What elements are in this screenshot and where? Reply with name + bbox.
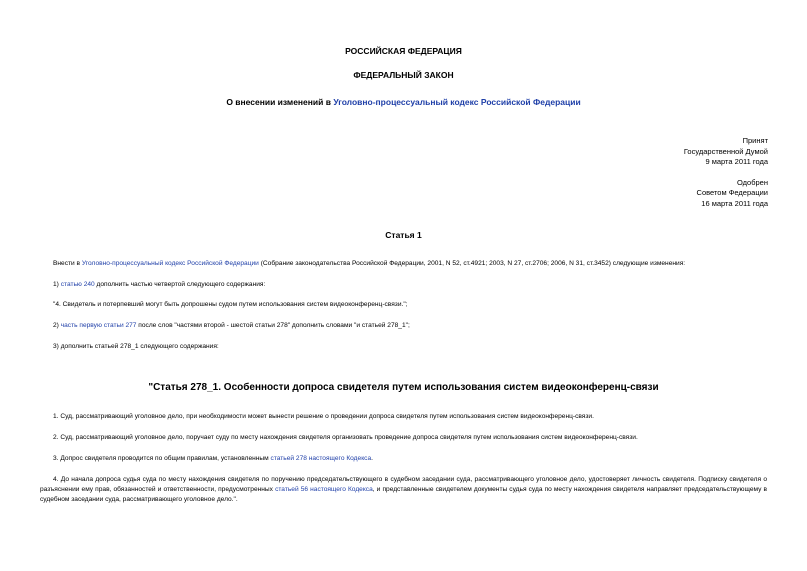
article-240-link[interactable]: статью 240 bbox=[60, 281, 95, 288]
item-2-number: 2) bbox=[53, 322, 61, 329]
law-title bbox=[0, 97, 807, 107]
paragraph-3-suffix: . bbox=[371, 455, 373, 462]
article-56-link[interactable]: статьей 56 настоящего Кодекса bbox=[275, 486, 373, 493]
article-intro bbox=[53, 260, 685, 267]
law-type-heading: ФЕДЕРАЛЬНЫЙ ЗАКОН bbox=[353, 70, 454, 80]
accepted-date: 9 марта 2011 года bbox=[705, 157, 768, 166]
item-1 bbox=[53, 281, 265, 288]
code-link[interactable]: Уголовно-процессуальный кодекс Российской Федерации bbox=[333, 97, 581, 107]
paragraph-3-prefix: 3. Допрос свидетеля проводится по общим правилам, установленным bbox=[53, 455, 271, 462]
item-2-text: после слов "частями второй - шестой статьи 278" дополнить словами "и статьей 278_1"; bbox=[136, 322, 410, 329]
paragraph-4-part1: 4. До начала допроса судья суда по месту нахождения свидетеля по поручению председательствующего в судебном заседании суда, рассматривающего уголовное дело, удостоверяет личность свидетеля. Подписку свидетеля о разъяснении ему прав, обязанностей и ответственности, предусмотренных bbox=[40, 476, 767, 493]
paragraph-3 bbox=[53, 455, 373, 462]
article-heading: Статья 1 bbox=[385, 230, 422, 240]
paragraph-2: 2. Суд, рассматривающий уголовное дело, поручает суду по месту нахождения свидетеля организовать проведение допроса свидетеля путем использования систем видеоконференц-связи. bbox=[53, 434, 638, 441]
law-title-prefix: О внесении изменений в bbox=[226, 97, 334, 107]
intro-suffix: (Собрание законодательства Российской Федерации, 2001, N 52, ст.4921; 2003, N 27, ст.2706; 2006, N 31, ст.3452) следующие изменения: bbox=[258, 260, 686, 267]
accepted-by: Государственной Думой bbox=[683, 146, 768, 156]
approved-by: Советом Федерации bbox=[696, 188, 768, 197]
new-article-title: "Статья 278_1. Особенности допроса свидетеля путем использования систем видеоконференц-связи bbox=[148, 382, 659, 393]
paragraph-4 bbox=[40, 475, 767, 505]
item-2 bbox=[53, 322, 410, 329]
item-1-text: дополнить частью четвертой следующего содержания: bbox=[94, 281, 266, 288]
quote-1: "4. Свидетель и потерпевший могут быть допрошены судом путем использования систем видеоконференц-связи."; bbox=[53, 301, 408, 308]
article-278-link[interactable]: статьей 278 настоящего Кодекса bbox=[270, 455, 372, 462]
article-277-link[interactable]: часть первую статьи 277 bbox=[60, 322, 137, 329]
approved-date: 16 марта 2011 года bbox=[701, 198, 768, 208]
intro-code-link[interactable]: Уголовно-процессуальный кодекс Российской Федерации bbox=[81, 260, 259, 267]
adoption-block bbox=[684, 136, 768, 209]
country-heading: РОССИЙСКАЯ ФЕДЕРАЦИЯ bbox=[345, 46, 462, 56]
approved-label: Одобрен bbox=[737, 177, 768, 187]
paragraph-1: 1. Суд, рассматривающий уголовное дело, при необходимости может вынести решение о проведении допроса свидетеля путем использования систем видеоконференц-связи. bbox=[53, 413, 594, 420]
accepted-label: Принят bbox=[742, 136, 768, 145]
paragraph-4-part2: , и представленные свидетелем документы судья суда по месту нахождения свидетеля направляет председательствующему в судебном заседании суда, рассматривающего уголовное дело.". bbox=[40, 486, 768, 503]
intro-prefix: Внести в bbox=[53, 260, 82, 267]
item-3: 3) дополнить статьей 278_1 следующего содержания: bbox=[53, 343, 219, 350]
item-1-number: 1) bbox=[53, 281, 61, 288]
